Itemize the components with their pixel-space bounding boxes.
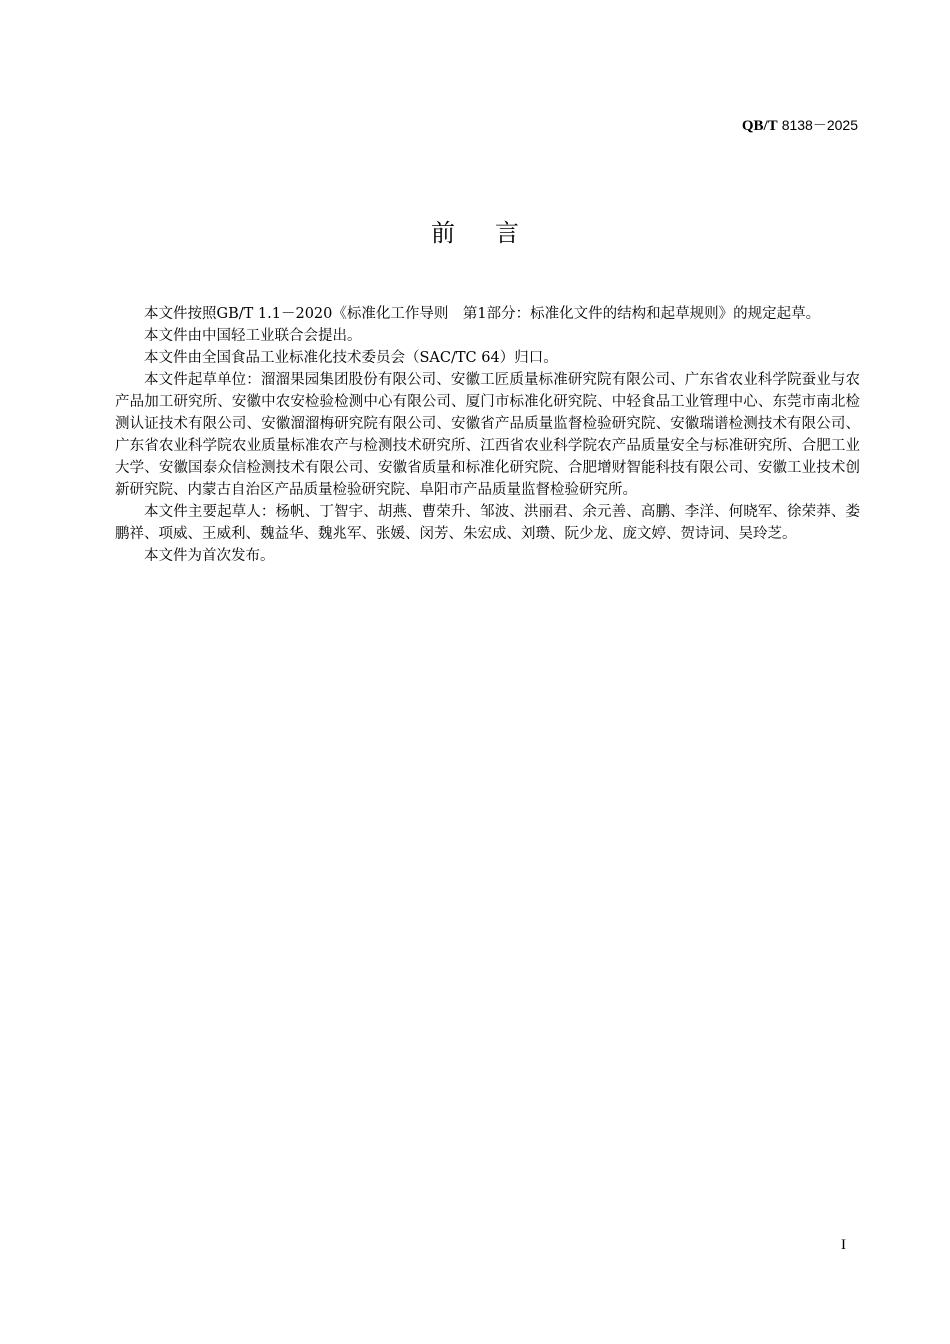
paragraph-first-release: 本文件为首次发布。: [144, 548, 275, 564]
foreword-body: [115, 303, 860, 567]
paragraph-drafters: 本文件主要起草人：杨帆、丁智宇、胡燕、曹荣升、邹波、洪丽君、余元善、高鹏、李洋、何晓军、徐荣莽、娄鹏祥、项威、王威利、魏益华、魏兆军、张媛、闵芳、朱宏成、刘瓒、阮少龙、庞文婷、贺诗词、吴玲芝。: [115, 504, 860, 542]
paragraph-committee: 本文件由全国食品工业标准化技术委员会（SAC/TC 64）归口。: [144, 350, 558, 366]
standard-code-prefix: QB/T: [741, 118, 778, 134]
page-number: I: [841, 1237, 846, 1253]
standard-code-number: 8138－2025: [781, 117, 858, 133]
page-title: 前言: [431, 219, 559, 247]
paragraph-proposer: 本文件由中国轻工业联合会提出。: [144, 328, 362, 344]
paragraph-drafting-units: 本文件起草单位：溜溜果园集团股份有限公司、安徽工匠质量标准研究院有限公司、广东省农业科学院蚕业与农产品加工研究所、安徽中农安检验检测中心有限公司、厦门市标准化研究院、中轻食品工业管理中心、东莞市南北检测认证技术有限公司、安徽溜溜梅研究院有限公司、安徽省产品质量监督检验研究院、安徽瑞谱检测技术有限公司、广东省农业科学院农业质量标准农产与检测技术研究所、江西省农业科学院农产品质量安全与标准研究所、合肥工业大学、安徽国泰众信检测技术有限公司、安徽省质量和标准化研究院、合肥增财智能科技有限公司、安徽工业技术创新研究院、内蒙古自治区产品质量检验研究院、阜阳市产品质量监督检验研究所。: [115, 372, 860, 498]
standard-code: [742, 116, 858, 135]
paragraph-drafting-rules: 本文件按照GB/T 1.1－2020《标准化工作导则 第1部分：标准化文件的结构和起草规则》的规定起草。: [144, 306, 821, 322]
